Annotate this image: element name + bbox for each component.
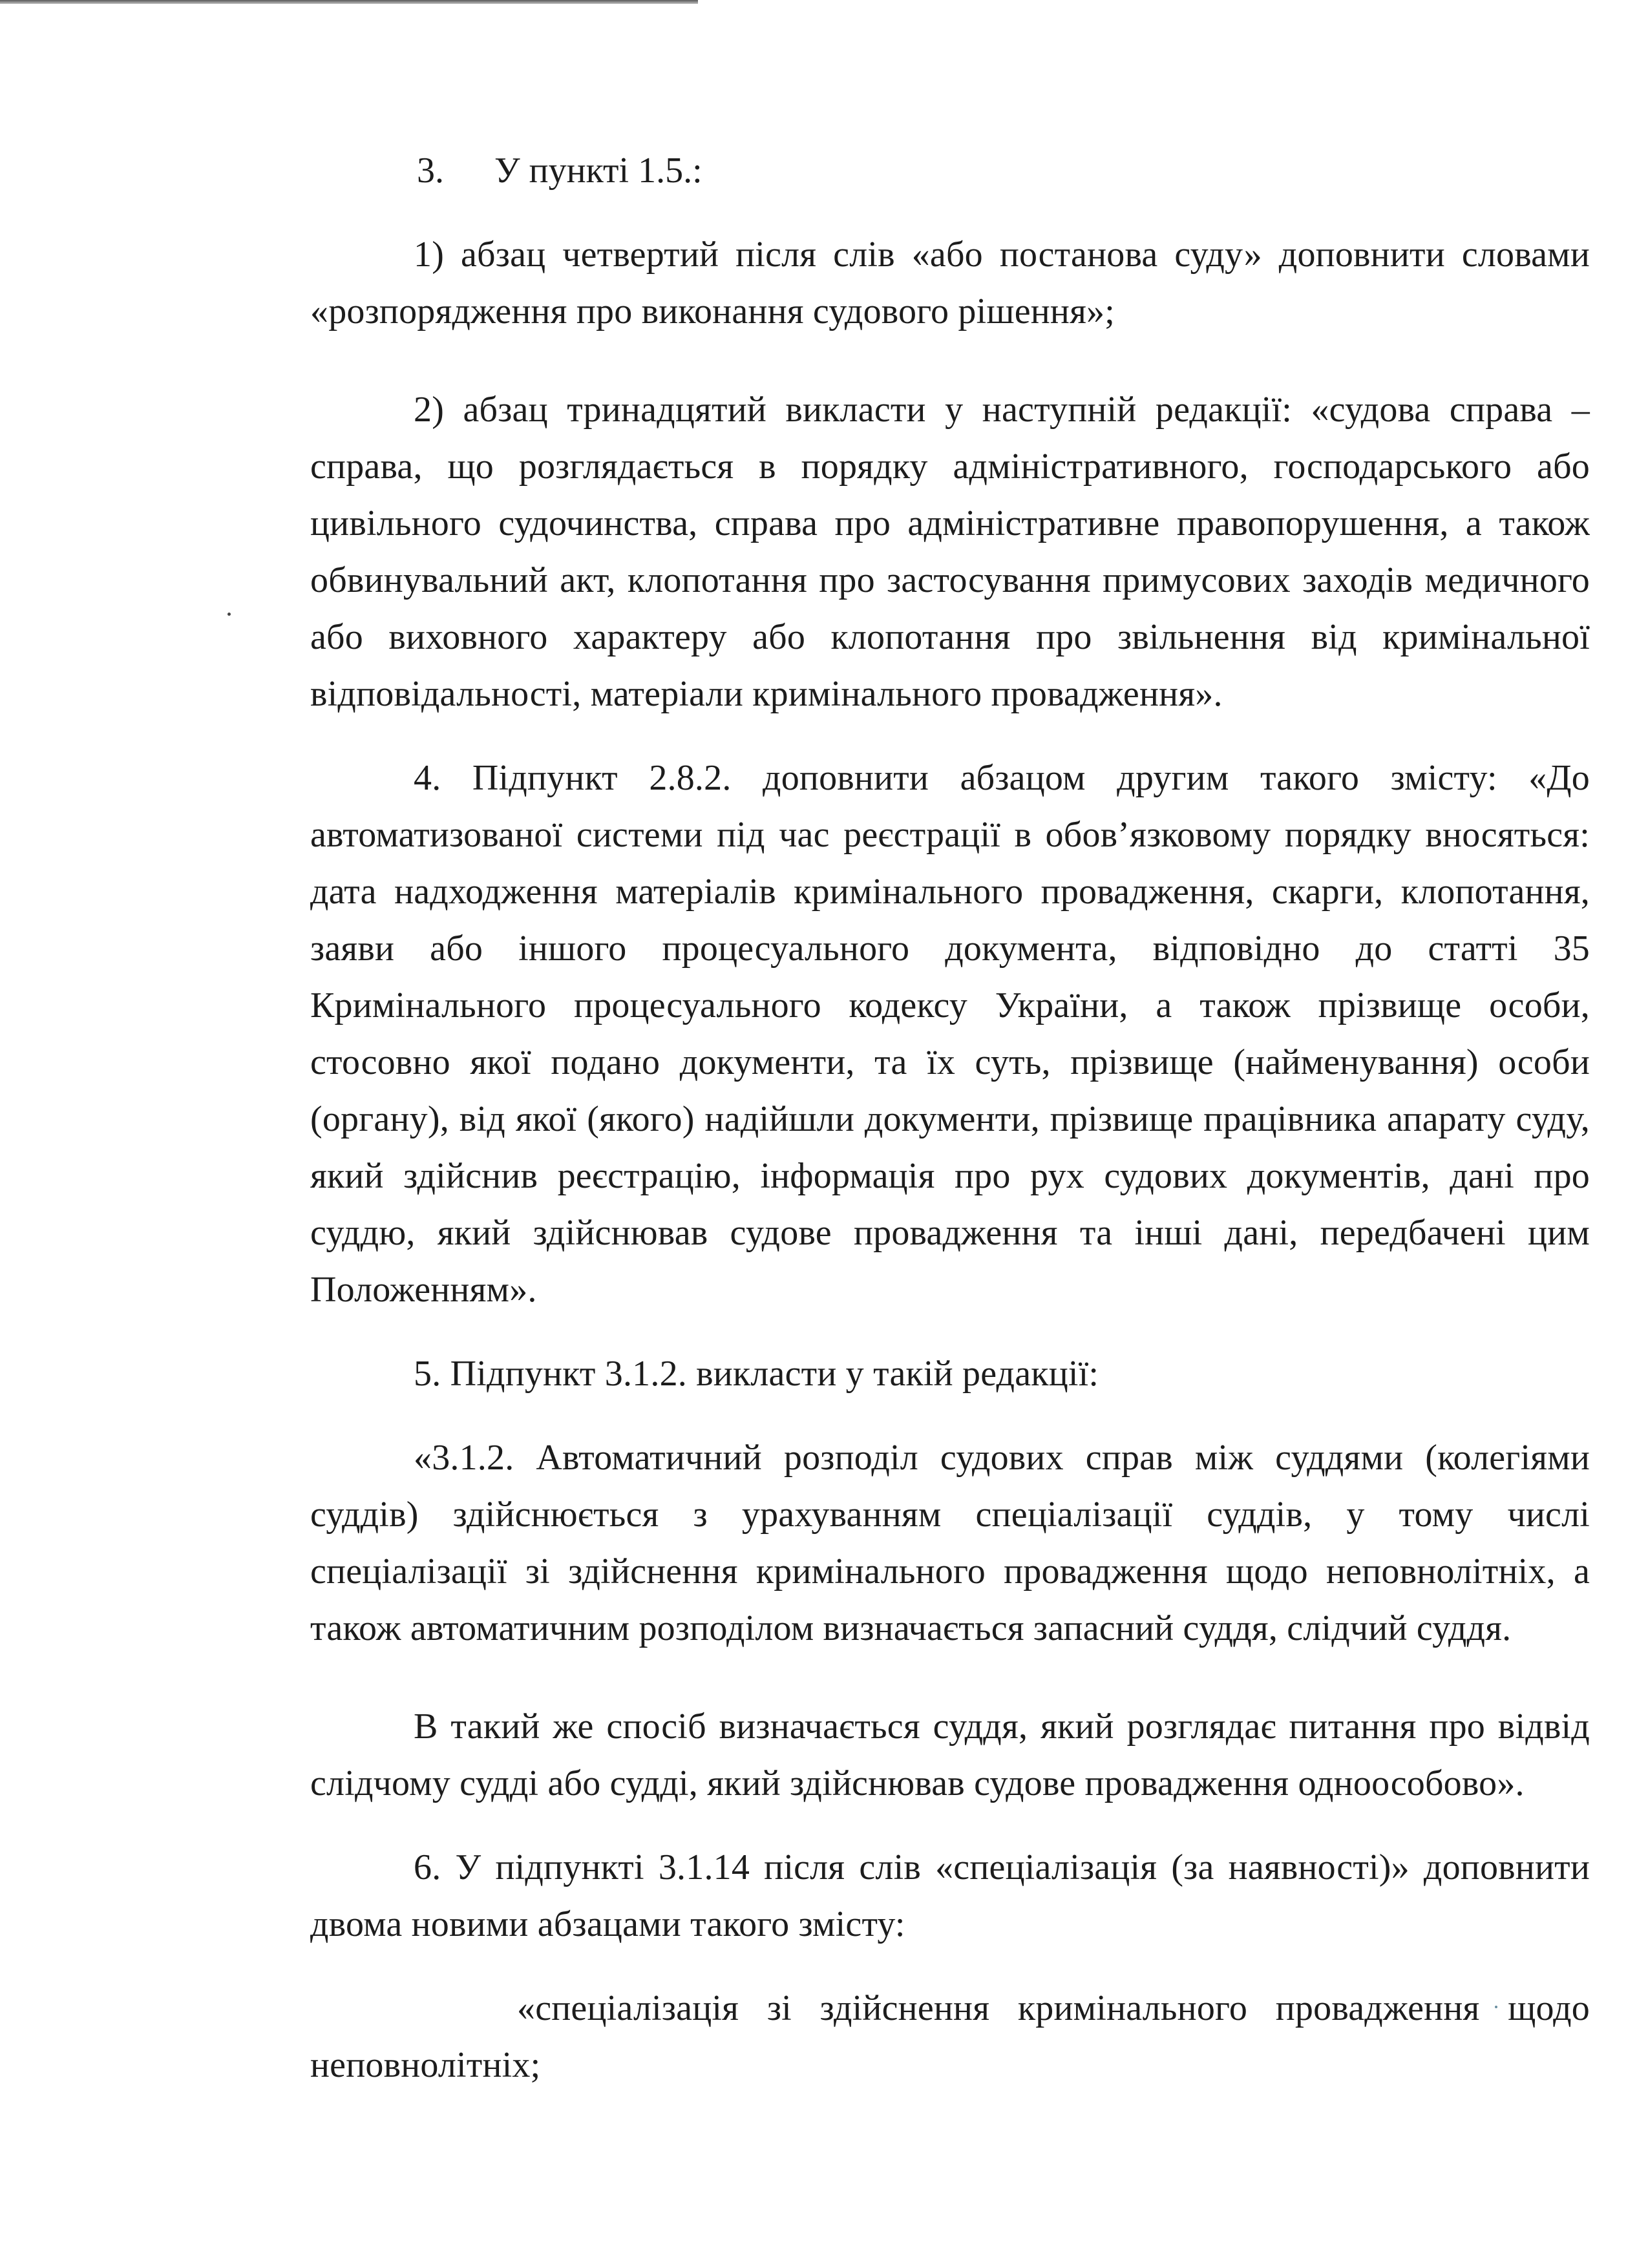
paragraph-item-4: 4. Підпункт 2.8.2. доповнити абзацом другим такого змісту: «До автоматизованої системи під час реєстрації в обов’язковому порядку вносяться: дата надходження матеріалів кримінального провадження, скарги, клопотання, заяви або іншого процесуального документа, відповідно до статті 35 Кримінального процесуального кодексу України, а також прізвище особи, стосовно якої подано документи, та їх суть, прізвище (найменування) особи (органу), від якої (якого) надійшли документи, прізвище працівника апарату суду, який здійснив реєстрацію, інформація про рух судових документів, дані про суддю, який здійснював судове провадження та інші дані, передбачені цим Положенням». (310, 758, 1590, 1310)
paragraph-3-2: 2) абзац тринадцятий викласти у наступній редакції: «судова справа – справа, що розглядається в порядку адміністративного, господарського або цивільного судочинства, справа про адміністративне правопорушення, а також обвинувальний акт, клопотання про застосування примусових заходів медичного або виховного характеру або клопотання про звільнення від кримінальної відповідальності, матеріали кримінального провадження». (310, 390, 1590, 714)
paragraph-item-6: 6. У підпункті 3.1.14 після слів «спеціалізація (за наявності)» доповнити двома новими абзацами такого змісту: (310, 1847, 1590, 1944)
paragraph-3-1: 1) абзац четвертий після слів «або постанова суду» доповнити словами «розпорядження про виконання судового рішення»; (310, 235, 1590, 331)
paragraph-item-5: 5. Підпункт 3.1.2. викласти у такій редакції: (414, 1354, 1099, 1394)
scan-speck (227, 613, 231, 616)
item-3-heading (310, 142, 1590, 199)
document-page (310, 142, 1590, 2094)
paragraph-specialization-quote: «спеціалізація зі здійснення кримінального провадження щодо неповнолітніх; (310, 1988, 1590, 2085)
item-3-title: У пункті 1.5.: (494, 151, 703, 191)
paragraph-3-1-2-quote: «3.1.2. Автоматичний розподіл судових справ між суддями (колегіями суддів) здійснюється з урахуванням спеціалізації суддів, у тому числі спеціалізації зі здійснення кримінального провадження щодо неповнолітніх, а також автоматичним розподілом визначається запасний суддя, слідчий суддя. (310, 1438, 1590, 1648)
item-3-number: 3. (417, 151, 444, 191)
scan-top-edge (0, 0, 698, 4)
paragraph-3-1-2-continuation: В такий же спосіб визначається суддя, який розглядає питання про відвід слідчому судді або судді, який здійснював судове провадження одноособово». (310, 1706, 1590, 1803)
